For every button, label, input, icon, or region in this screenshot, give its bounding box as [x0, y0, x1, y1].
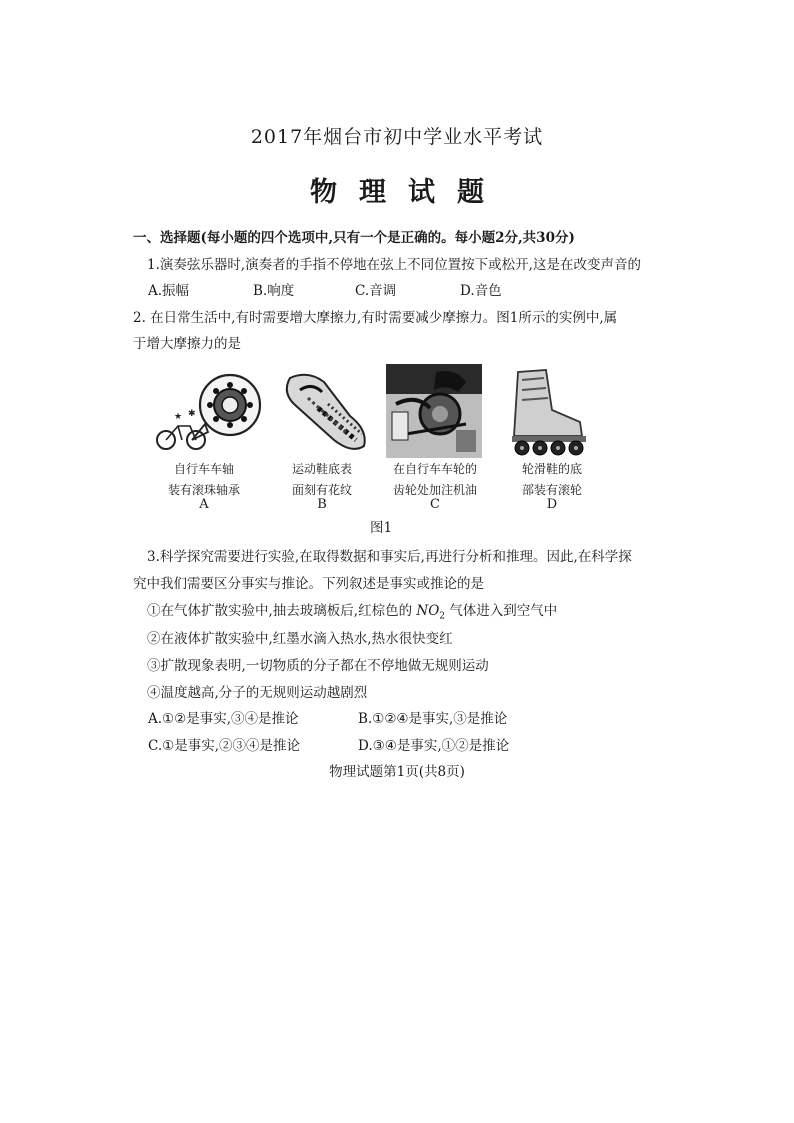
q1-stem: 1.演奏弦乐器时,演奏者的手指不停地在弦上不同位置按下或松开,这是在改变声音的 — [147, 257, 641, 273]
q3-stem-line2: 究中我们需要区分事实与推论。下列叙述是事实或推论的是 — [133, 576, 484, 592]
caption-d-line1: 轮滑鞋的底 — [521, 462, 582, 476]
roller-skate-icon — [500, 366, 596, 458]
figure-caption-b — [257, 459, 387, 501]
figure-letter-a: A — [199, 497, 209, 512]
caption-c-line1: 在自行车车轮的 — [392, 462, 477, 476]
figure-label: 图1 — [370, 520, 393, 536]
q3-statement-3: ③扩散现象表明,一切物质的分子都在不停地做无规则运动 — [147, 658, 489, 674]
svg-text:★: ★ — [174, 412, 183, 422]
svg-text:✱: ✱ — [188, 409, 196, 419]
q2-stem-line1: 2. 在日常生活中,有时需要增大摩擦力,有时需要减少摩擦力。图1所示的实例中,属 — [133, 310, 618, 326]
caption-a-line2: 装有滚珠轴承 — [167, 483, 240, 497]
statement-1-text-end: 气体进入到空气中 — [449, 603, 558, 619]
figure-caption-a — [139, 459, 269, 501]
figure-caption-c — [370, 459, 500, 501]
q3-stem-line1: 3.科学探究需要进行实验,在取得数据和事实后,再进行分析和推理。因此,在科学探 — [147, 549, 632, 565]
q1-option-a: A.振幅 — [148, 283, 190, 299]
q3-statement-4: ④温度越高,分子的无规则运动越剧烈 — [147, 685, 368, 701]
q1-option-d: D.音色 — [460, 283, 502, 299]
caption-c-line2: 齿轮处加注机油 — [392, 483, 477, 497]
figure-letter-b: B — [317, 497, 327, 512]
q3-option-a: A.①②是事实,③④是推论 — [148, 711, 299, 727]
no2-formula: NO — [416, 603, 440, 619]
q3-option-d: D.③④是事实,①②是推论 — [358, 738, 510, 754]
page-footer: 物理试题第1页(共8页) — [329, 764, 465, 780]
figure-caption-d — [487, 459, 617, 501]
statement-1-text: ①在气体扩散实验中,抽去玻璃板后,红棕色的 — [147, 603, 413, 619]
q3-statement-2: ②在液体扩散实验中,红墨水滴入热水,热水很快变红 — [147, 631, 453, 647]
section-heading: 一、选择题(每小题的四个选项中,只有一个是正确的。每小题2分,共30分) — [133, 230, 575, 246]
figure-letter-d: D — [546, 497, 558, 512]
q3-statement-1 — [147, 599, 557, 622]
bicycle-bearing-icon — [150, 362, 265, 457]
q3-option-c: C.①是事实,②③④是推论 — [148, 738, 301, 754]
q3-option-b: B.①②④是事实,③是推论 — [358, 711, 508, 727]
no2-subscript: 2 — [439, 611, 446, 622]
caption-a-line1: 自行车车轴 — [173, 462, 234, 476]
q1-option-b: B.响度 — [253, 283, 295, 299]
exam-title: 2017年烟台市初中学业水平考试 — [250, 126, 544, 148]
subject-title: 物理试题 — [310, 177, 506, 208]
bicycle-gear-oil-icon — [386, 364, 482, 458]
caption-b-line2: 面刻有花纹 — [291, 483, 352, 497]
q1-option-c: C.音调 — [355, 283, 397, 299]
caption-d-line2: 部装有滚轮 — [521, 483, 582, 497]
q2-stem-line2: 于增大摩擦力的是 — [133, 336, 241, 352]
caption-b-line1: 运动鞋底表 — [291, 462, 352, 476]
sneaker-sole-icon — [278, 368, 373, 456]
figure-letter-c: C — [430, 497, 440, 512]
